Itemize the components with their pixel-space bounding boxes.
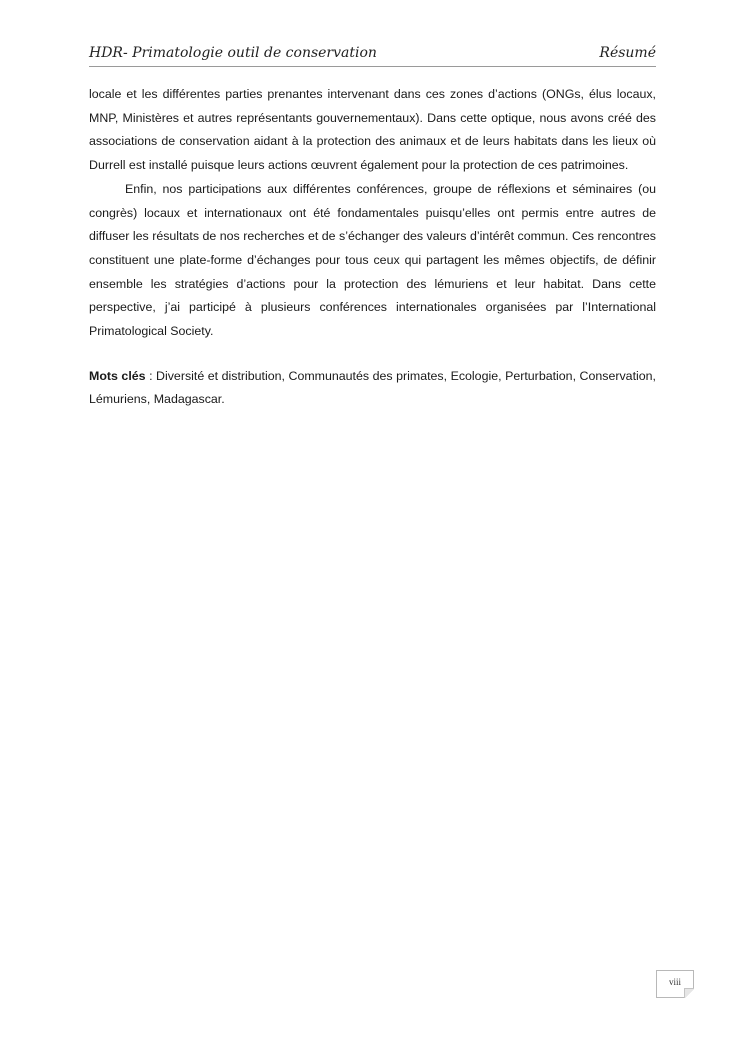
paragraph: Enfin, nos participations aux différentes conférences, groupe de réflexions et séminaires (ou congrès) locaux et internationaux ont été fondamentales puisqu’elles ont permis entre autres de diffuser les résultats de nos recherches et de s’échanger des valeurs d’intérêt commun. Ces rencontres constituent une plate-forme d’échanges pour tous ceux qui partagent les mêmes objectifs, de définir ensemble les stratégies d’actions pour la protection des lémuriens et leur habitat. Dans cette perspective, j’ai participé à plusieurs conférences internationales organisées par l’International Primatological Society. xyxy=(89,181,656,339)
page-curl-icon xyxy=(684,988,694,998)
keywords-label: Mots clés xyxy=(89,368,146,383)
keywords-list: : Diversité et distribution, Communautés des primates, Ecologie, Perturbation, Conservation, Lémuriens, Madagascar. xyxy=(89,368,656,407)
page-number-box xyxy=(656,970,694,998)
page-header xyxy=(89,42,656,67)
body-text xyxy=(89,83,656,412)
header-title: HDR- Primatologie outil de conservation xyxy=(89,45,377,61)
header-section: Résumé xyxy=(599,45,656,61)
paragraph: locale et les différentes parties prenantes intervenant dans ces zones d’actions (ONGs, élus locaux, MNP, Ministères et autres représentants gouvernementaux). Dans cette optique, nous avons créé des associations de conservation aidant à la protection des animaux et de leurs habitats dans les lieux où Durrell est installé puisque leurs actions œuvrent également pour la protection de ces patrimoines. xyxy=(89,87,656,173)
page-number: viii xyxy=(668,977,681,987)
keywords xyxy=(89,365,656,412)
